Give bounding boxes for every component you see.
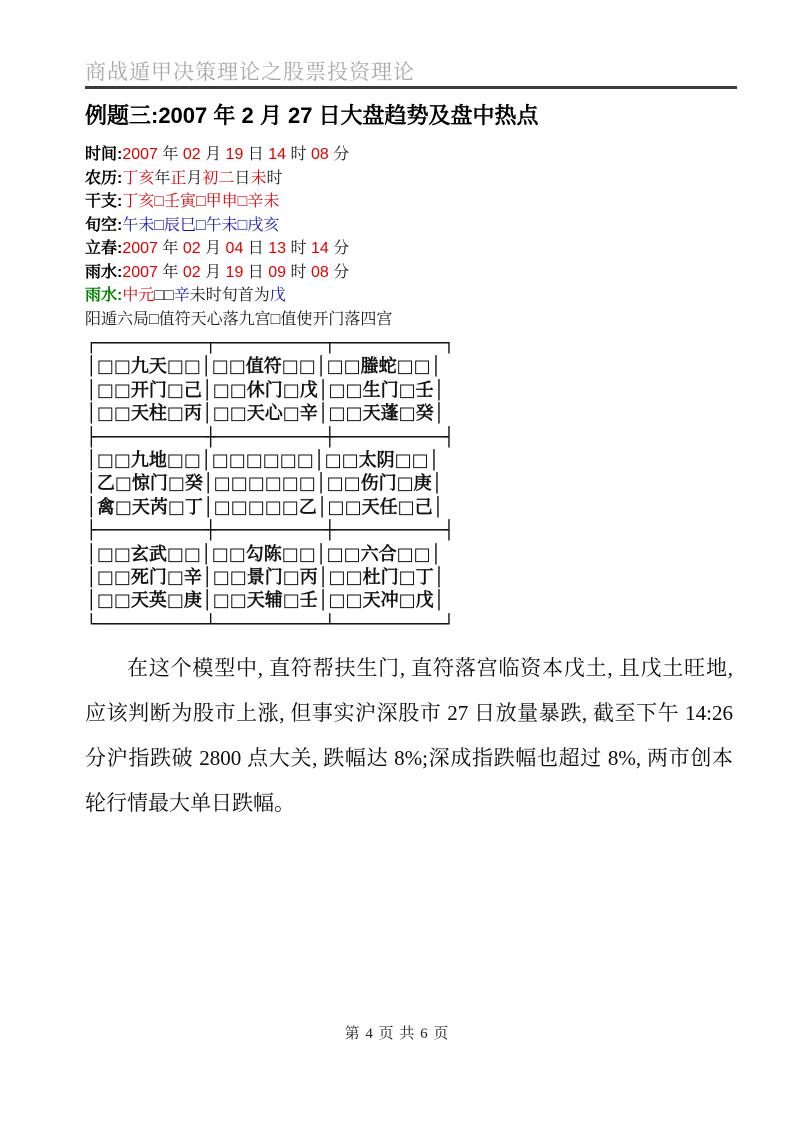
info-line-segment: 年	[154, 169, 171, 187]
info-line	[85, 284, 392, 308]
info-line-segment: 初二	[202, 169, 235, 187]
info-line-segment: 08	[310, 263, 329, 281]
info-line-segment: 日	[243, 263, 269, 281]
grid-line: ├──────────┼──────────┼──────────┤	[86, 426, 455, 448]
info-line-segment: 年	[157, 146, 183, 163]
info-line-segment: 分	[328, 146, 350, 163]
info-line-segment: 月	[186, 169, 203, 187]
info-line-segment: 日	[243, 146, 269, 163]
info-line-segment: □□	[154, 287, 174, 304]
grid-line: │□□天柱□丙│□□天心□辛│□□天蓬□癸│	[86, 403, 445, 425]
info-line-label: 立春:	[85, 240, 123, 257]
grid-line: ├──────────┼──────────┼──────────┤	[86, 520, 455, 542]
info-line-label: 雨水:	[85, 287, 123, 304]
info-line-segment: 时	[266, 169, 283, 187]
header-rule	[85, 86, 737, 89]
info-line	[85, 237, 392, 261]
info-line-segment: 日	[234, 169, 251, 187]
info-block	[85, 143, 392, 331]
info-line-segment: 日	[243, 240, 269, 257]
grid-line: │□□死门□辛│□□景门□丙│□□杜门□丁│	[86, 567, 445, 589]
info-line-segment: 时	[286, 146, 311, 163]
running-header: 商战遁甲决策理论之股票投资理论	[85, 61, 415, 84]
info-line-segment: 月	[200, 263, 226, 281]
info-line-segment: 14	[310, 240, 329, 257]
info-line-segment: 02	[182, 263, 201, 281]
info-line-label: 旬空:	[85, 216, 123, 234]
info-line-segment: 04	[225, 240, 244, 257]
grid-line: └──────────┴──────────┴──────────┘	[86, 613, 455, 635]
info-line-segment: 未	[250, 169, 267, 187]
info-line-segment: 19	[225, 263, 244, 281]
grid-line: │□□开门□己│□□休门□戊│□□生门□壬│	[86, 379, 445, 401]
grid-line: │□□天英□庚│□□天辅□壬│□□天冲□戊│	[86, 590, 445, 612]
info-line-segment: 08	[310, 146, 329, 163]
info-line-label: 雨水:	[85, 263, 123, 281]
info-line-segment: 时	[286, 240, 311, 257]
info-line	[85, 261, 392, 285]
info-line-segment: 2007	[122, 240, 158, 257]
grid-line: ┌──────────┬──────────┬──────────┐	[86, 333, 455, 354]
info-line-segment: 午未□辰巳□午未□戌亥	[122, 216, 280, 234]
info-line-segment: 2007	[122, 146, 158, 163]
info-line	[85, 143, 392, 167]
page-title: 例题三:2007 年 2 月 27 日大盘趋势及盘中热点	[85, 103, 539, 128]
info-line-segment: 辛	[173, 287, 190, 304]
info-line-segment: 月	[200, 146, 226, 163]
info-line-label: 农历:	[85, 169, 123, 187]
info-line-segment: 02	[182, 146, 201, 163]
info-line	[85, 214, 392, 238]
info-line-segment: 丁亥	[122, 169, 155, 187]
info-line-segment: 中元	[122, 287, 155, 304]
info-line-segment: 时	[286, 263, 311, 281]
info-line-segment: 19	[225, 146, 244, 163]
info-line-segment: 月	[200, 240, 226, 257]
info-line-segment: 丁亥□壬寅□甲申□辛未	[122, 193, 280, 210]
info-line-segment: 正	[170, 169, 187, 187]
info-line-segment: 年	[157, 240, 183, 257]
grid-line: │□□九天□□│□□值符□□│□□螣蛇□□│	[86, 356, 442, 378]
info-line-segment: 02	[182, 240, 201, 257]
qimen-grid	[86, 332, 454, 636]
info-line-label: 干支:	[85, 193, 123, 210]
grid-line: │□□九地□□│□□□□□□│□□太阴□□│	[86, 450, 440, 472]
info-line-segment: 分	[328, 263, 350, 281]
info-line-segment: 年	[157, 263, 183, 281]
info-line-label: 时间:	[85, 146, 123, 163]
page-footer: 第 4 页 共 6 页	[344, 1026, 450, 1042]
grid-line: │禽□天芮□丁│□□□□□乙│□□天任□己│	[86, 496, 444, 518]
info-line-segment: 未时旬首为	[189, 287, 270, 304]
info-line-segment: 戊	[269, 287, 286, 304]
info-line-segment: 14	[268, 146, 287, 163]
grid-line: │□□玄武□□│□□勾陈□□│□□六合□□│	[86, 543, 442, 565]
info-line	[85, 190, 392, 214]
info-line	[85, 308, 392, 332]
grid-line: │乙□惊门□癸│□□□□□□│□□伤门□庚│	[86, 473, 443, 495]
info-line-segment: 2007	[122, 263, 158, 281]
info-line-segment: 13	[268, 240, 287, 257]
info-line-segment: 阳遁六局□值符天心落九宫□值使开门落四宫	[85, 310, 393, 328]
info-line	[85, 167, 392, 191]
body-paragraph: 在这个模型中, 直符帮扶生门, 直符落宫临资本戊土, 且戊土旺地, 应该判断为股市上涨, 但事实沪深股市 27 日放量暴跌, 截至下午 14:26 分沪指跌破 2800 点大关, 跌幅达 8%;深成指跌幅也超过 8%, 两市创本轮行情最大单日跌幅。	[85, 656, 733, 815]
info-line-segment: 09	[268, 263, 287, 281]
info-line-segment: 分	[328, 240, 350, 257]
